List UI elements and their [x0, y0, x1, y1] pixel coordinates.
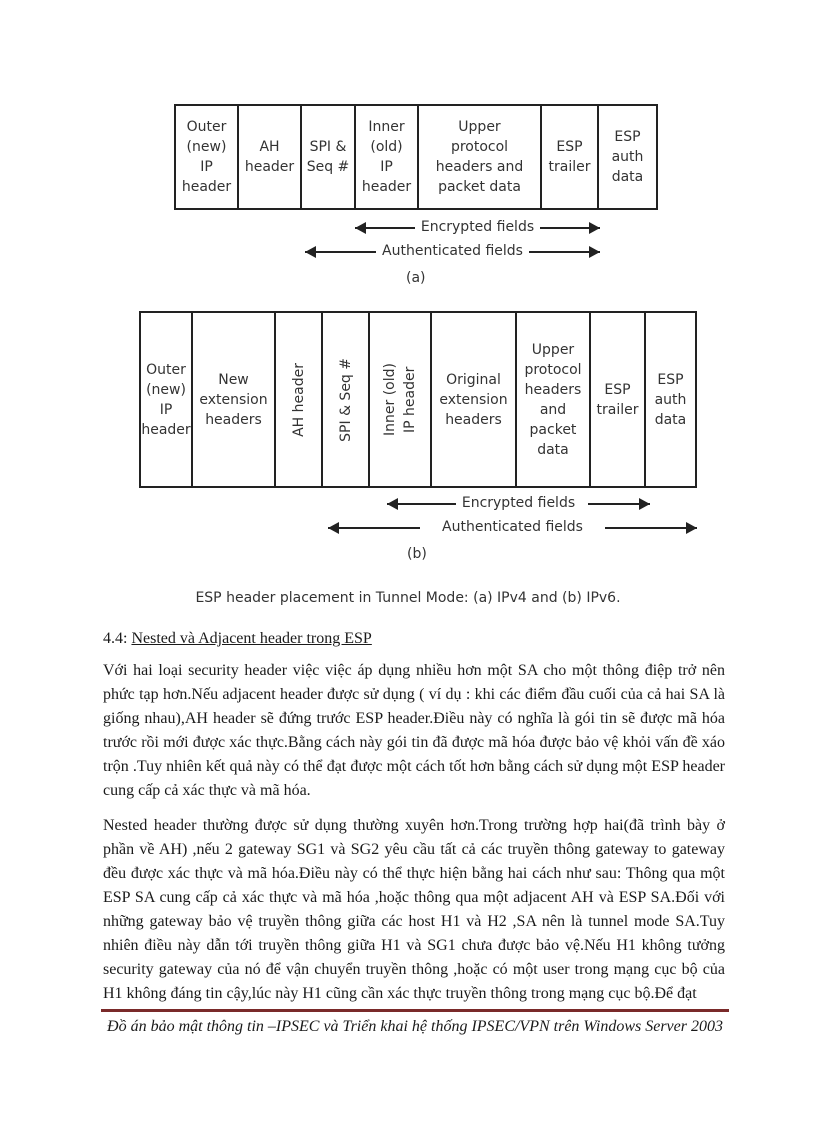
diagram-a-sublabel: (a) — [406, 270, 426, 286]
diagram-b-cell-inner-ip-header — [370, 313, 432, 486]
diagram-b-cell-esp-trailer: ESP trailer — [591, 313, 646, 486]
diagram-b-sublabel: (b) — [407, 546, 427, 562]
diagram-b-cell-new-extension-headers: New extension headers — [193, 313, 276, 486]
figure-caption: ESP header placement in Tunnel Mode: (a) IPv4 and (b) IPv6. — [195, 590, 621, 606]
diagram-b-ah-header-text: AH header — [290, 362, 307, 437]
diagram-b-packet — [139, 311, 697, 488]
diagram-a-authenticated-arrow — [305, 242, 600, 260]
diagram-a-encrypted-label: Encrypted fields — [415, 219, 540, 235]
diagram-a-cell-outer-ip-header: Outer (new) IP header — [176, 106, 239, 208]
diagram-a-encrypted-arrow — [355, 218, 600, 236]
diagram-a-cell-esp-auth-data: ESP auth data — [611, 129, 644, 185]
diagram-b-cell-original-extension-headers: Original extension headers — [432, 313, 517, 486]
paragraph-adjacent-header: Với hai loại security header việc việc áp dụng nhiều hơn một SA cho một thông điệp trở nên phức tạp hơn.Nếu adjacent header được sử dụng ( ví dụ : khi các điểm đầu cuối của cả hai SA là giống nhau),AH header sẽ đứng trước ESP header.Điều này có nghĩa là gói tin sẽ được mã hóa trước rồi mới được xác thực.Bằng cách này gói tin đã được mã hóa được bảo vệ khỏi vấn đề xáo trộn .Tuy nhiên kết quả này có thể đạt được một cách tốt hơn bằng cách sử dụng một ESP header cung cấp cả xác thực và mã hóa. — [103, 662, 725, 799]
diagram-a-cell-inner-ip-header: Inner (old) IP header — [356, 106, 419, 208]
diagram-a-cell-ah-header: AH header — [239, 106, 302, 208]
section-heading — [103, 630, 372, 648]
section-title: Nested và Adjacent header trong ESP — [131, 630, 372, 647]
diagram-a-cell-upper-protocol: Upper protocol headers and packet data — [419, 106, 542, 208]
diagram-a-packet — [174, 104, 658, 210]
footer-divider — [101, 1009, 729, 1012]
diagram-b-encrypted-arrow — [387, 494, 650, 512]
diagram-b-cell-esp-auth-data: ESP auth data — [654, 371, 687, 428]
diagram-b-encrypted-label: Encrypted fields — [456, 495, 581, 511]
paragraph-nested-header: Nested header thường được sử dụng thường xuyên hơn.Trong trường hợp hai(đã trình bày ở phần về AH) ,nếu 2 gateway SG1 và SG2 yêu cầu tất cả các truyền thông gateway to gateway đều được xác thực và mã hóa.Điều này có thể thực hiện bằng hai cách như sau: Thông qua một ESP SA cung cấp cả xác thực và mã hóa ,hoặc thông qua một adjacent AH và ESP SA.Đối với những gateway bảo vệ truyền thông giữa các host H1 và H2 ,SA nên là tunnel mode SA.Tuy nhiên điều này dẫn tới truyền thông giữa H1 và SG1 chưa được bảo vệ.Nếu H1 không tưởng security gateway của nó để vận chuyển truyền thông ,hoặc có một user trong mạng cục bộ của H1 không đáng tin cậy,lúc này H1 cũng cần xác thực truyền thông trong mạng cục bộ.Để đạt — [103, 817, 725, 1002]
diagram-b-cell-ah-header — [276, 313, 323, 486]
diagram-b-inner-ip-header-text: Inner (old) IP header — [382, 363, 418, 436]
diagram-b-authenticated-label: Authenticated fields — [436, 519, 589, 535]
diagram-b-cell-upper-protocol: Upper protocol headers and packet data — [517, 313, 591, 486]
section-number: 4.4: — [103, 630, 132, 647]
diagram-b-spi-seq-text: SPI & Seq # — [337, 357, 354, 442]
page-footer: Đồ án bảo mật thông tin –IPSEC và Triển khai hệ thống IPSEC/VPN trên Windows Server 2003 — [107, 1018, 723, 1035]
diagram-a-cell-spi-seq: SPI & Seq # — [302, 106, 356, 208]
diagram-b-cell-spi-seq — [323, 313, 370, 486]
diagram-a-cell-esp-trailer: ESP trailer — [542, 106, 599, 208]
diagram-b-cell-outer-ip-header: Outer (new) IP header — [141, 313, 193, 486]
diagram-a-authenticated-label: Authenticated fields — [376, 243, 529, 259]
diagram-b-authenticated-arrow — [328, 518, 697, 536]
